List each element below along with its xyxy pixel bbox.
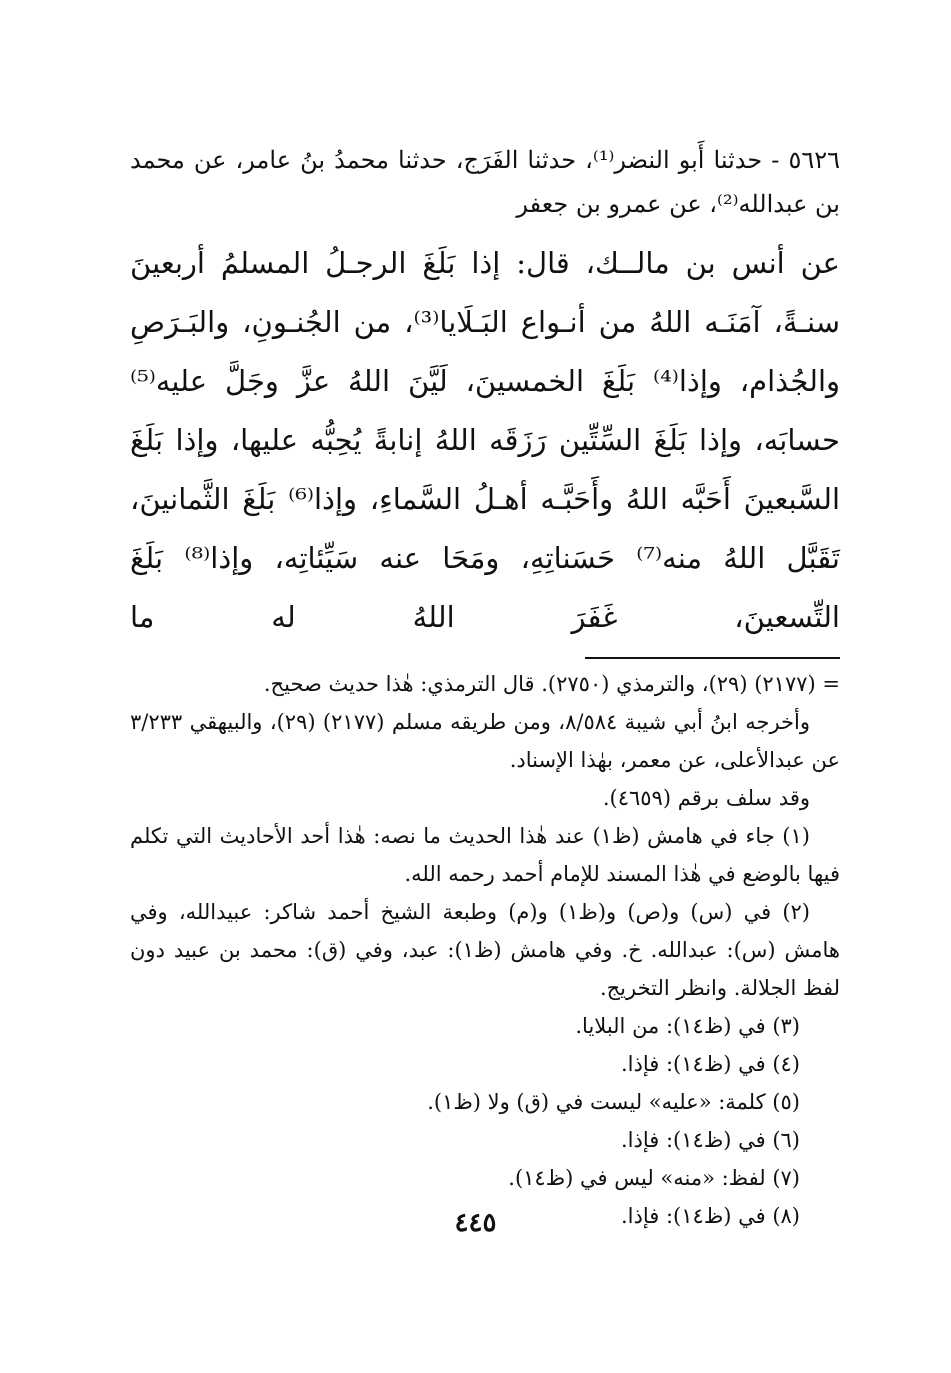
footnote-4: (٤) في (ظ١٤): فإذا.: [621, 1052, 800, 1076]
footnote-continuation: = (٢١٧٧) (٢٩)، والترمذي (٢٧٥٠). قال الترمذي: هٰذا حديث صحيح.: [263, 672, 840, 696]
footnote-7: (٧) لفظ: «منه» ليس في (ظ١٤).: [508, 1166, 800, 1190]
footnote-6: (٦) في (ظ١٤): فإذا.: [621, 1128, 800, 1152]
footnote-2: (٢) في (س) و(ص) و(ظ١) و(م) وطبعة الشيخ أحمد شاكر: عبيدالله، وفي هامش (س): عبدالله. خ. وفي هامش (ظ١): عبد، وفي (ق): محمد بن عبيد دون لفظ الجلالة. وانظر التخريج.: [130, 900, 840, 1000]
footnotes: [130, 665, 840, 1235]
hadith-matn: عن أنس بن مالــك، قال: إذا بَلَغَ الرجـلُ المسلمُ أربعينَ سنـةً، آمَنَـه اللهُ من أنـواع البَـلَايا⁽³⁾، من الجُنـونِ، والبَـرَصِ والجُذام، وإذا⁽⁴⁾ بَلَغَ الخمسينَ، لَيَّنَ اللهُ عزَّ وجَلَّ عليه⁽⁵⁾ حسابَه، وإذا بَلَغَ السِّتِّين رَزَقَه اللهُ إنابةً يُحِبُّه عليها، وإذا بَلَغَ السَّبعينَ أَحَبَّه اللهُ وأَحَبَّـه أهـلُ السَّماءِ، وإذا⁽⁶⁾ بَلَغَ الثَّمانينَ، تَقَبَّل اللهُ منه⁽⁷⁾ حَسَناتِهِ، ومَحَا عنه سَيِّئاتِه، وإذا⁽⁸⁾ بَلَغَ التِّسعينَ، غَفَرَ اللهُ له ما: [130, 246, 841, 634]
footnote-5: (٥) كلمة: «عليه» ليست في (ق) ولا (ظ١).: [427, 1090, 800, 1114]
takhrij-paragraph: وأخرجه ابنُ أبي شيبة ٨/٥٨٤، ومن طريقه مسلم (٢١٧٧) (٢٩)، والبيهقي ٣/٢٣٣ عن عبدالأعلى، عن معمر، بهٰذا الإسناد.: [130, 710, 840, 772]
footnote-1: (١) جاء في هامش (ظ١) عند هٰذا الحديث ما نصه: هٰذا أحد الأحاديث التي تكلم فيها بالوضع في هٰذا المسند للإمام أحمد رحمه الله.: [130, 824, 840, 886]
takhrij-reference: وقد سلف برقم (٤٦٥٩).: [602, 786, 810, 810]
footnote-separator: [585, 657, 840, 659]
footnote-3: (٣) في (ظ١٤): من البلايا.: [575, 1014, 800, 1038]
page-number: ٤٤٥: [454, 1208, 497, 1238]
hadith-isnad: ٥٦٢٦ - حدثنا أَبو النضر⁽¹⁾، حدثنا الفَرَج، حدثنا محمدُ بنُ عامر، عن محمد بن عبدالله⁽²⁾، عن عمرو بن جعفر: [130, 146, 841, 218]
footnote-8: (٨) في (ظ١٤): فإذا.: [621, 1204, 800, 1228]
page-body: [130, 138, 840, 1235]
